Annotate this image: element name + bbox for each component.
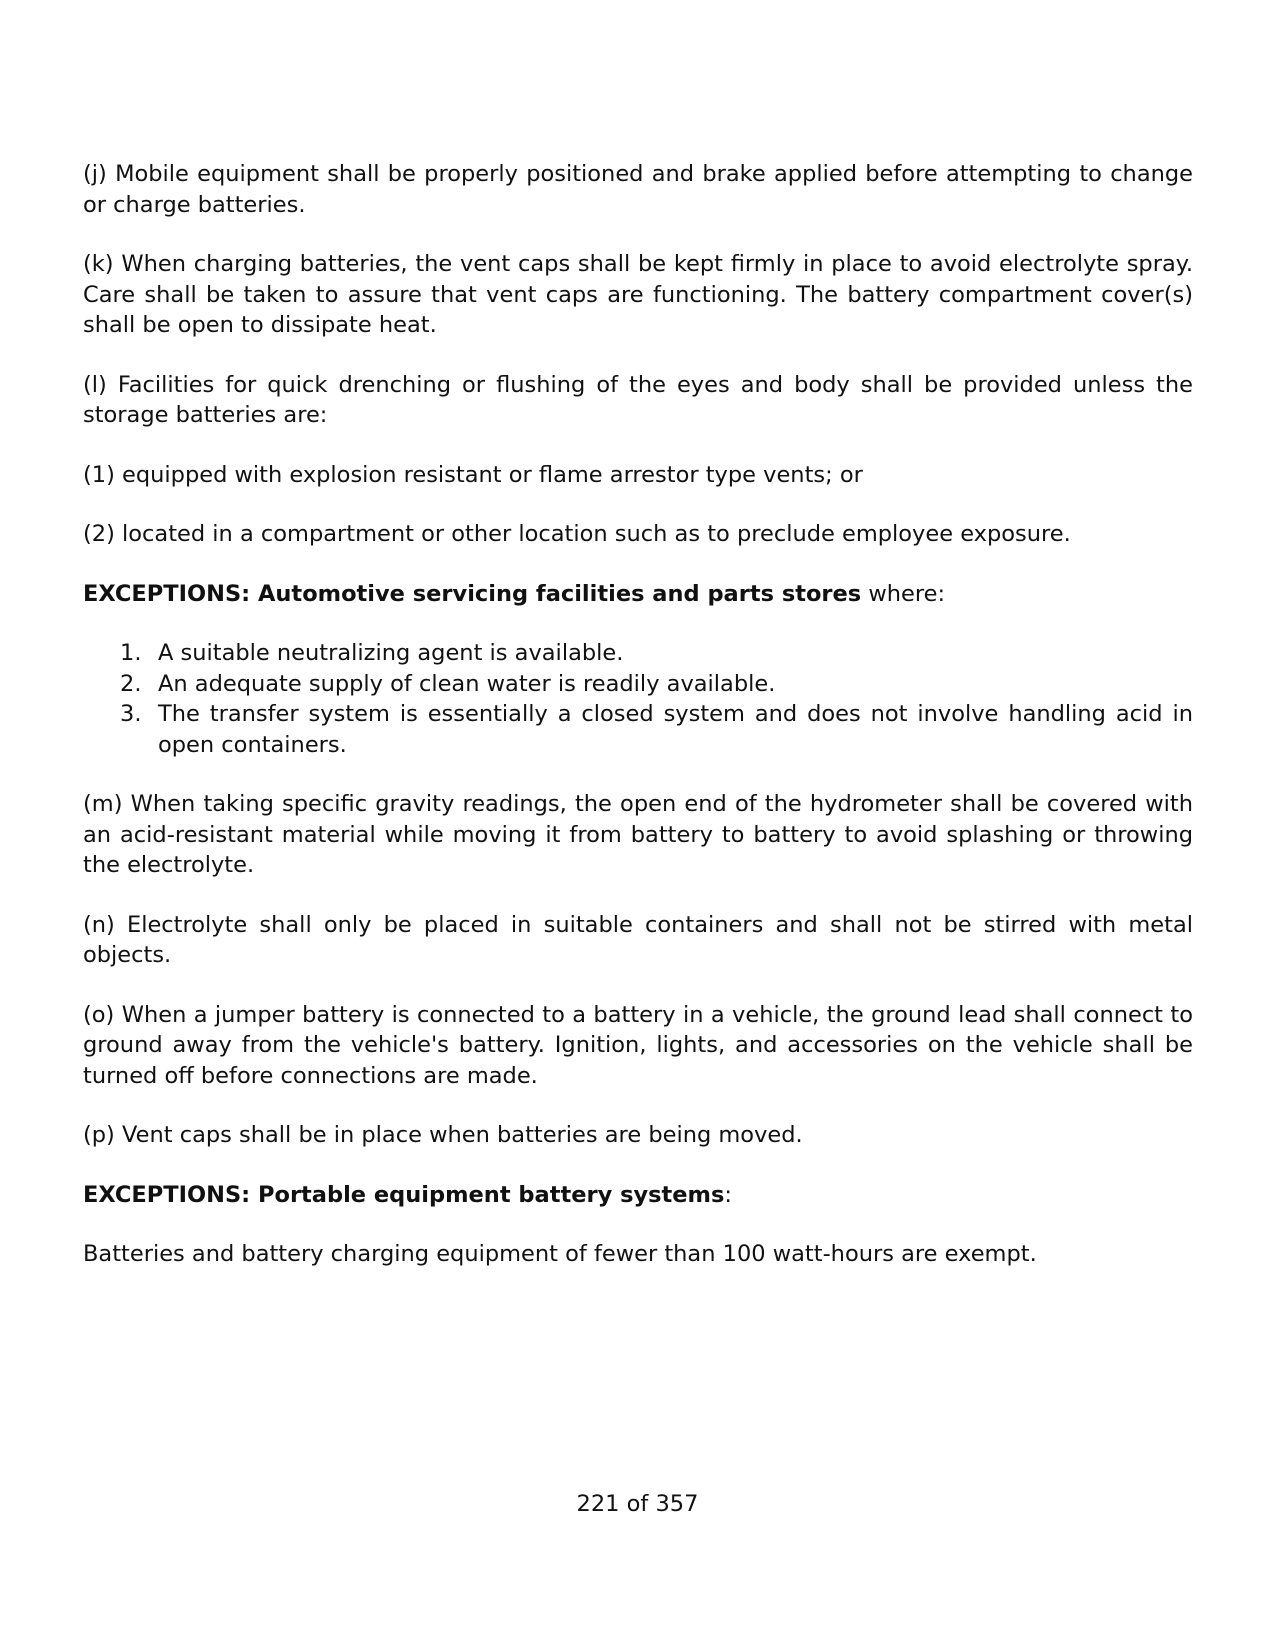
paragraph-portable-exemption: Batteries and battery charging equipment of fewer than 100 watt-hours are exempt.	[83, 1241, 1037, 1267]
page-content	[83, 159, 1193, 1299]
paragraph-m: (m) When taking specific gravity readings, the open end of the hydrometer shall be covered with an acid-resistant material while moving it from battery to battery to avoid splashing or throwing the electrolyte.	[83, 791, 1193, 878]
paragraph-p: (p) Vent caps shall be in place when batteries are being moved.	[83, 1122, 803, 1148]
list-item-text: A suitable neutralizing agent is available.	[158, 640, 624, 666]
list-item	[120, 699, 1193, 760]
list-item	[120, 669, 1193, 700]
list-item-number: 1.	[120, 640, 142, 666]
exceptions-heading-bold: EXCEPTIONS: Portable equipment battery systems	[83, 1181, 725, 1208]
paragraph-k: (k) When charging batteries, the vent caps shall be kept firmly in place to avoid electrolyte spray. Care shall be taken to assure that vent caps are functioning. The battery compartment cover(s) shall be open to dissipate heat.	[83, 251, 1193, 338]
list-item-text: The transfer system is essentially a closed system and does not involve handling acid in open containers.	[158, 701, 1193, 758]
paragraph-n: (n) Electrolyte shall only be placed in suitable containers and shall not be stirred with metal objects.	[83, 911, 1193, 968]
list-item-number: 2.	[120, 670, 142, 697]
paragraph-l1: (1) equipped with explosion resistant or flame arrestor type vents; or	[83, 461, 863, 488]
list-item-text: An adequate supply of clean water is readily available.	[158, 670, 776, 697]
exceptions-list	[83, 638, 1193, 760]
list-item	[120, 638, 1193, 669]
page-number: 221 of 357	[576, 1491, 699, 1517]
paragraph-l: (l) Facilities for quick drenching or flushing of the eyes and body shall be provided unless the storage batteries are:	[83, 371, 1193, 428]
list-item-number: 3.	[120, 701, 142, 727]
exceptions-heading-portable	[83, 1180, 1193, 1211]
exceptions-heading-automotive	[83, 579, 1193, 610]
exceptions-heading-rest: :	[724, 1181, 732, 1208]
paragraph-l2: (2) located in a compartment or other location such as to preclude employee exposure.	[83, 521, 1071, 547]
paragraph-o: (o) When a jumper battery is connected to a battery in a vehicle, the ground lead shall connect to ground away from the vehicle's battery. Ignition, lights, and accessories on the vehicle shall be turned off before connections are made.	[83, 1001, 1193, 1089]
paragraph-j: (j) Mobile equipment shall be properly positioned and brake applied before attempting to change or charge batteries.	[83, 161, 1193, 218]
exceptions-heading-bold: EXCEPTIONS: Automotive servicing facilities and parts stores	[83, 580, 862, 607]
exceptions-heading-rest: where:	[861, 580, 946, 607]
